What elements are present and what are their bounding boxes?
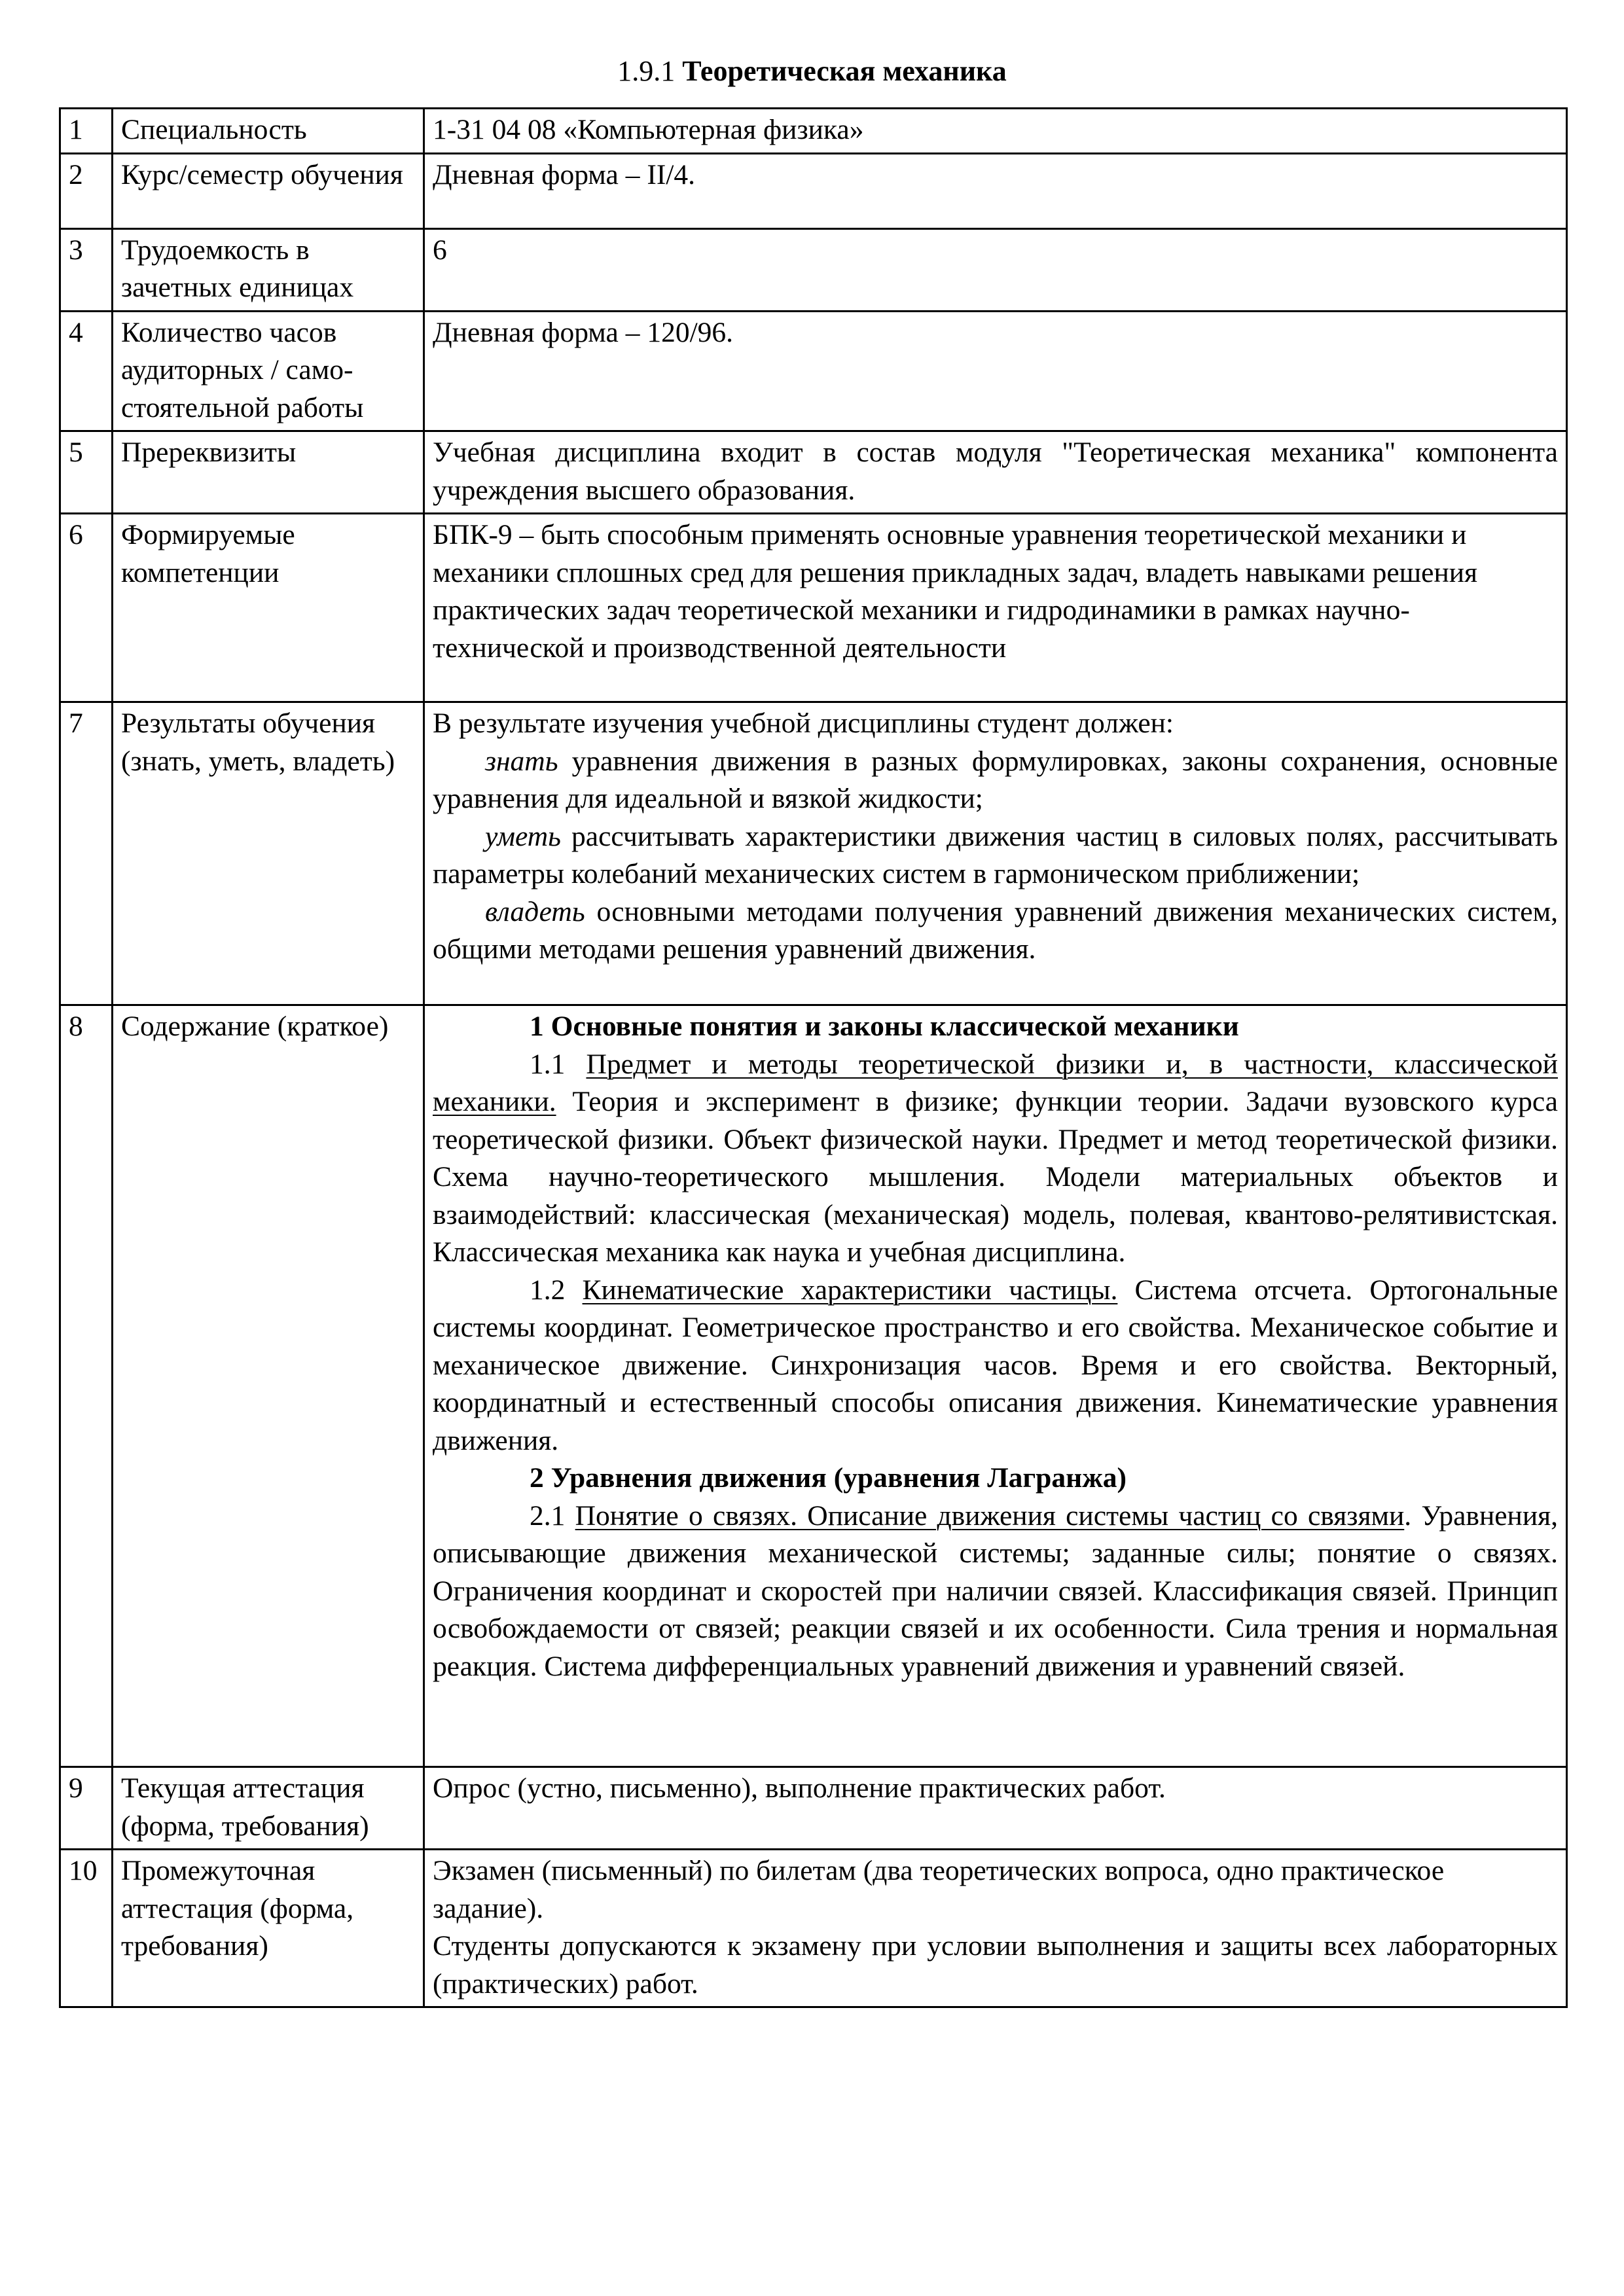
outcome-can xyxy=(433,818,1558,893)
outcome-know xyxy=(433,743,1558,818)
subsection-number: 1.2 xyxy=(530,1274,566,1306)
table-row xyxy=(60,1767,1567,1850)
row-value: Дневная форма – II/4. xyxy=(424,153,1567,228)
row-number: 9 xyxy=(60,1767,113,1850)
row-label: Трудоемкость в зачетных единицах xyxy=(113,228,424,311)
row-number: 7 xyxy=(60,702,113,1005)
row-value xyxy=(424,1850,1567,2007)
page-title xyxy=(0,51,1624,92)
table-row xyxy=(60,228,1567,311)
row-number: 10 xyxy=(60,1850,113,2007)
know-word: знать xyxy=(485,745,558,777)
discipline-name: Теоретическая механика xyxy=(682,55,1007,87)
row-number: 4 xyxy=(60,311,113,431)
row-label: Курс/семестр обучения xyxy=(113,153,424,228)
own-text: основными методами получения уравнений движения механических систем, общими методами решения уравнений движения. xyxy=(433,895,1558,965)
table-row xyxy=(60,431,1567,514)
row-value: 1-31 04 08 «Компьютерная физика» xyxy=(424,109,1567,154)
can-text: рассчитывать характеристики движения частиц в силовых полях, рассчитывать параметры колебаний механических систем в гармоническом приближении; xyxy=(433,820,1558,889)
table-row xyxy=(60,1850,1567,2007)
row-label: Формируемые компетенции xyxy=(113,514,424,702)
table-row xyxy=(60,153,1567,228)
subsection-2-1 xyxy=(433,1498,1558,1686)
subsection-title: Понятие о связях. Описание движения системы частиц со связями xyxy=(575,1499,1405,1532)
subsection-text: . Уравнения, описывающие движения механической системы; заданные силы; понятие о связях. Ограничения координат и скоростей при наличии связей. Классификация связей. Принцип освобождаемости от связей; реакции связей и их особенности. Сила трения и нормальная реакция. Система дифференциальных уравнений движения и уравнений связей. xyxy=(433,1499,1558,1682)
subsection-text: Система отсчета. Ортогональные системы координат. Геометрическое пространство и его свойства. Механическое событие и механическое движение. Синхронизация часов. Время и его свойства. Векторный, координатный и естественный способы описания движения. Кинематические уравнения движения. xyxy=(433,1274,1558,1456)
section-heading: 2 Уравнения движения (уравнения Лагранжа) xyxy=(530,1462,1127,1494)
row-label: Текущая аттестация (форма, требования) xyxy=(113,1767,424,1850)
row-label: Промежуточная аттестация (форма, требования) xyxy=(113,1850,424,2007)
exam-admission: Студенты допускаются к экзамену при условии выполнения и защиты всех лабораторных (практических) работ. xyxy=(433,1930,1558,2000)
subsection-title: Кинематические характеристики частицы. xyxy=(582,1274,1118,1306)
subsection-number: 1.1 xyxy=(530,1048,566,1080)
outcomes-intro: В результате изучения учебной дисциплины студент должен: xyxy=(433,708,1174,739)
know-text: уравнения движения в разных формулировках, законы сохранения, основные уравнения для идеальной и вязкой жидкости; xyxy=(433,745,1558,814)
row-label: Специальность xyxy=(113,109,424,154)
table-row xyxy=(60,109,1567,154)
row-label: Количество часов аудиторных / само-стоятельной работы xyxy=(113,311,424,431)
exam-format: Экзамен (письменный) по билетам (два теоретических вопроса, одно практическое задание). xyxy=(433,1855,1445,1924)
table-row xyxy=(60,514,1567,702)
row-label: Содержание (краткое) xyxy=(113,1005,424,1767)
row-number: 2 xyxy=(60,153,113,228)
row-value: БПК-9 – быть способным применять основные уравнения теоретической механики и механики сплошных сред для решения прикладных задач, владеть навыками решения практических задач теоретической механики и гидродинамики в рамках научно-технической и производственной деятельности xyxy=(424,514,1567,702)
section-heading: 1 Основные понятия и законы классической механики xyxy=(530,1011,1239,1042)
learning-outcomes-cell xyxy=(424,702,1567,1005)
row-value: Учебная дисциплина входит в состав модуля "Теоретическая механика" компонента учреждения высшего образования. xyxy=(424,431,1567,514)
table-row xyxy=(60,1005,1567,1767)
subsection-number: 2.1 xyxy=(530,1499,566,1532)
row-label: Результаты обучения (знать, уметь, владеть) xyxy=(113,702,424,1005)
row-value: 6 xyxy=(424,228,1567,311)
subsection-1-1 xyxy=(433,1046,1558,1272)
row-label: Пререквизиты xyxy=(113,431,424,514)
row-number: 5 xyxy=(60,431,113,514)
course-spec-table xyxy=(59,107,1568,2008)
subsection-1-2 xyxy=(433,1272,1558,1460)
section-number: 1.9.1 xyxy=(617,55,676,87)
subsection-text: Теория и эксперимент в физике; функции теории. Задачи вузовского курса теоретической физики. Объект физической науки. Предмет и метод теоретической физики. Схема научно-теоретического мышления. Модели материальных объектов и взаимодействий: классическая (механическая) модель, полевая, квантово-релятивистская. Классическая механика как наука и учебная дисциплина. xyxy=(433,1086,1558,1268)
can-word: уметь xyxy=(485,820,561,852)
table-row xyxy=(60,311,1567,431)
row-number: 1 xyxy=(60,109,113,154)
row-number: 3 xyxy=(60,228,113,311)
content-cell xyxy=(424,1005,1567,1767)
subsection-title: Предмет и методы теоретической физики и, в частности, классической механики. xyxy=(433,1048,1558,1117)
row-value: Дневная форма – 120/96. xyxy=(424,311,1567,431)
row-value: Опрос (устно, письменно), выполнение практических работ. xyxy=(424,1767,1567,1850)
row-number: 6 xyxy=(60,514,113,702)
row-number: 8 xyxy=(60,1005,113,1767)
outcome-own xyxy=(433,893,1558,969)
own-word: владеть xyxy=(485,895,585,927)
table-row xyxy=(60,702,1567,1005)
